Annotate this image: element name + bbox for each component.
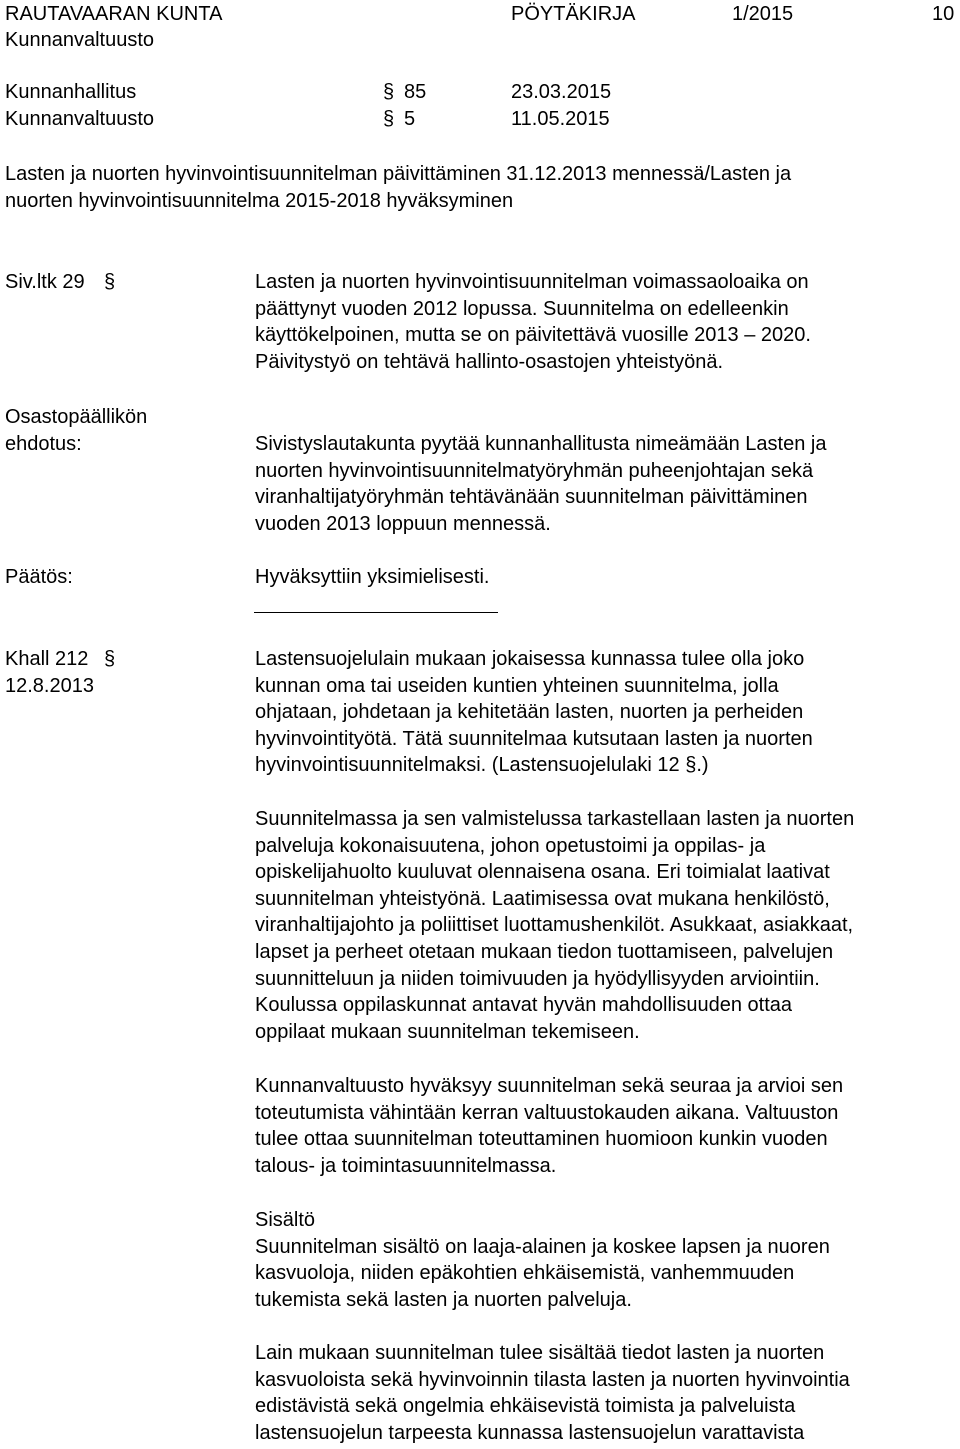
text-line: tukemista sekä lasten ja nuorten palveluja. <box>255 1288 632 1311</box>
document-number: 1/2015 <box>732 3 794 25</box>
proposal-label: ehdotus: <box>5 433 82 455</box>
text-line: Lastensuojelulain mukaan jokaisessa kunnassa tulee olla joko <box>255 648 805 670</box>
khall-paragraph <box>255 806 955 1045</box>
text-line: Koulussa oppilaskunnat antavat hyvän mahdollisuuden ottaa <box>255 994 793 1017</box>
text-line: Lasten ja nuorten hyvinvointisuunnitelman voimassaoloaika on <box>255 271 809 293</box>
text-line: toteutumista vähintään kerran valtuustokauden aikana. Valtuuston <box>255 1101 839 1124</box>
text-line: Sivistyslautakunta pyytää kunnanhallitusta nimeämään Lasten ja <box>255 433 827 455</box>
text-line: kunnan oma tai useiden kuntien yhteinen suunnitelma, jolla <box>255 674 779 697</box>
meeting-org: Kunnanhallitus <box>5 81 137 103</box>
text-line: suunnitelman yhteistyönä. Laatimisessa ovat mukana henkilöstö, <box>255 887 830 910</box>
text-line: suunnitteluun ja niiden toimivuuden ja hyödyllisyyden arviointiin. <box>255 967 820 990</box>
sivltk-label: Siv.ltk 29 <box>5 271 85 293</box>
section-sign: § <box>104 648 116 670</box>
khall-paragraph <box>255 1340 955 1446</box>
page-number: 10 <box>932 3 955 25</box>
khall-paragraph <box>255 1073 955 1179</box>
text-line: Lain mukaan suunnitelman tulee sisältää tiedot lasten ja nuorten <box>255 1342 825 1364</box>
text-line: ohjataan, johdetaan ja kehitetään lasten, nuorten ja perheiden <box>255 701 804 724</box>
document-type: PÖYTÄKIRJA <box>511 3 636 25</box>
header-body: Kunnanvaltuusto <box>5 29 155 51</box>
text-line: Päivitystyö on tehtävä hallinto-osastojen yhteistyönä. <box>255 350 724 373</box>
decision-text: Hyväksyttiin yksimielisesti. <box>255 566 490 588</box>
subheading: Sisältö <box>255 1209 316 1231</box>
text-line: nuorten hyvinvointisuunnitelmatyöryhmän puheenjohtajan sekä <box>255 459 814 482</box>
text-line: vuoden 2013 loppuun mennessä. <box>255 512 551 535</box>
divider <box>254 612 498 613</box>
text-line: kasvuoloista sekä hyvinvoinnin tilasta lasten ja nuorten hyvinvointia <box>255 1368 850 1391</box>
proposal-label: Osastopäällikön <box>5 406 148 428</box>
text-line: opiskelijahuolto kuuluvat olennaisena osana. Eri toimialat laativat <box>255 861 830 884</box>
khall-paragraph <box>255 1207 955 1313</box>
text-line: palveluja kokonaisuutena, johon opetustoimi ja oppilas- ja <box>255 834 766 857</box>
text-line: Kunnanvaltuusto hyväksyy suunnitelman sekä seuraa ja arvioi sen <box>255 1075 844 1097</box>
org-name: RAUTAVAARAN KUNTA <box>5 3 223 25</box>
text-line: lastensuojelun tarpeesta kunnassa lastensuojelun varattavista <box>255 1421 805 1444</box>
text-line: kasvuoloja, niiden epäkohtien ehkäisemistä, vanhemmuuden <box>255 1262 795 1285</box>
khall-label: Khall 212 <box>5 648 89 670</box>
text-line: hyvinvointisuunnitelmaksi. (Lastensuojelulaki 12 §.) <box>255 754 709 777</box>
text-line: oppilaat mukaan suunnitelman tekemiseen. <box>255 1020 640 1043</box>
decision-label: Päätös: <box>5 566 73 588</box>
text-line: käyttökelpoinen, mutta se on päivitettävä vuosille 2013 – 2020. <box>255 324 811 347</box>
khall-date: 12.8.2013 <box>5 675 94 697</box>
meeting-date: 11.05.2015 <box>511 108 610 130</box>
meeting-org: Kunnanvaltuusto <box>5 108 155 130</box>
section-sign: § <box>383 81 395 103</box>
text-line: viranhaltijajohto ja poliittiset luottamushenkilöt. Asukkaat, asiakkaat, <box>255 914 854 937</box>
agenda-title-line: nuorten hyvinvointisuunnitelma 2015-2018 hyväksyminen <box>5 190 514 212</box>
text-line: Suunnitelman sisältö on laaja-alainen ja koskee lapsen ja nuoren <box>255 1235 830 1258</box>
meeting-number: 85 <box>404 81 427 103</box>
section-sign: § <box>104 271 116 293</box>
text-line: lapset ja perheet otetaan mukaan tiedon tuottamiseen, palvelujen <box>255 940 834 963</box>
agenda-title-line: Lasten ja nuorten hyvinvointisuunnitelman päivittäminen 31.12.2013 mennessä/Lasten ja <box>5 163 792 185</box>
khall-paragraph <box>255 646 955 779</box>
proposal-text <box>255 431 955 537</box>
meeting-date: 23.03.2015 <box>511 81 612 103</box>
text-line: viranhaltijatyöryhmän tehtävänään suunnitelman päivittäminen <box>255 486 808 509</box>
sivltk-text <box>255 269 955 375</box>
text-line: edistävistä sekä ongelmia ehkäisevistä toimista ja palveluista <box>255 1395 796 1418</box>
text-line: talous- ja toimintasuunnitelmassa. <box>255 1154 557 1177</box>
text-line: tulee ottaa suunnitelman toteuttaminen huomioon kunkin vuoden <box>255 1128 828 1151</box>
text-line: Suunnitelmassa ja sen valmistelussa tarkastellaan lasten ja nuorten <box>255 808 855 830</box>
meeting-number: 5 <box>404 108 416 130</box>
text-line: päättynyt vuoden 2012 lopussa. Suunnitelma on edelleenkin <box>255 297 789 320</box>
text-line: hyvinvointityötä. Tätä suunnitelmaa kutsutaan lasten ja nuorten <box>255 727 813 750</box>
section-sign: § <box>383 108 395 130</box>
